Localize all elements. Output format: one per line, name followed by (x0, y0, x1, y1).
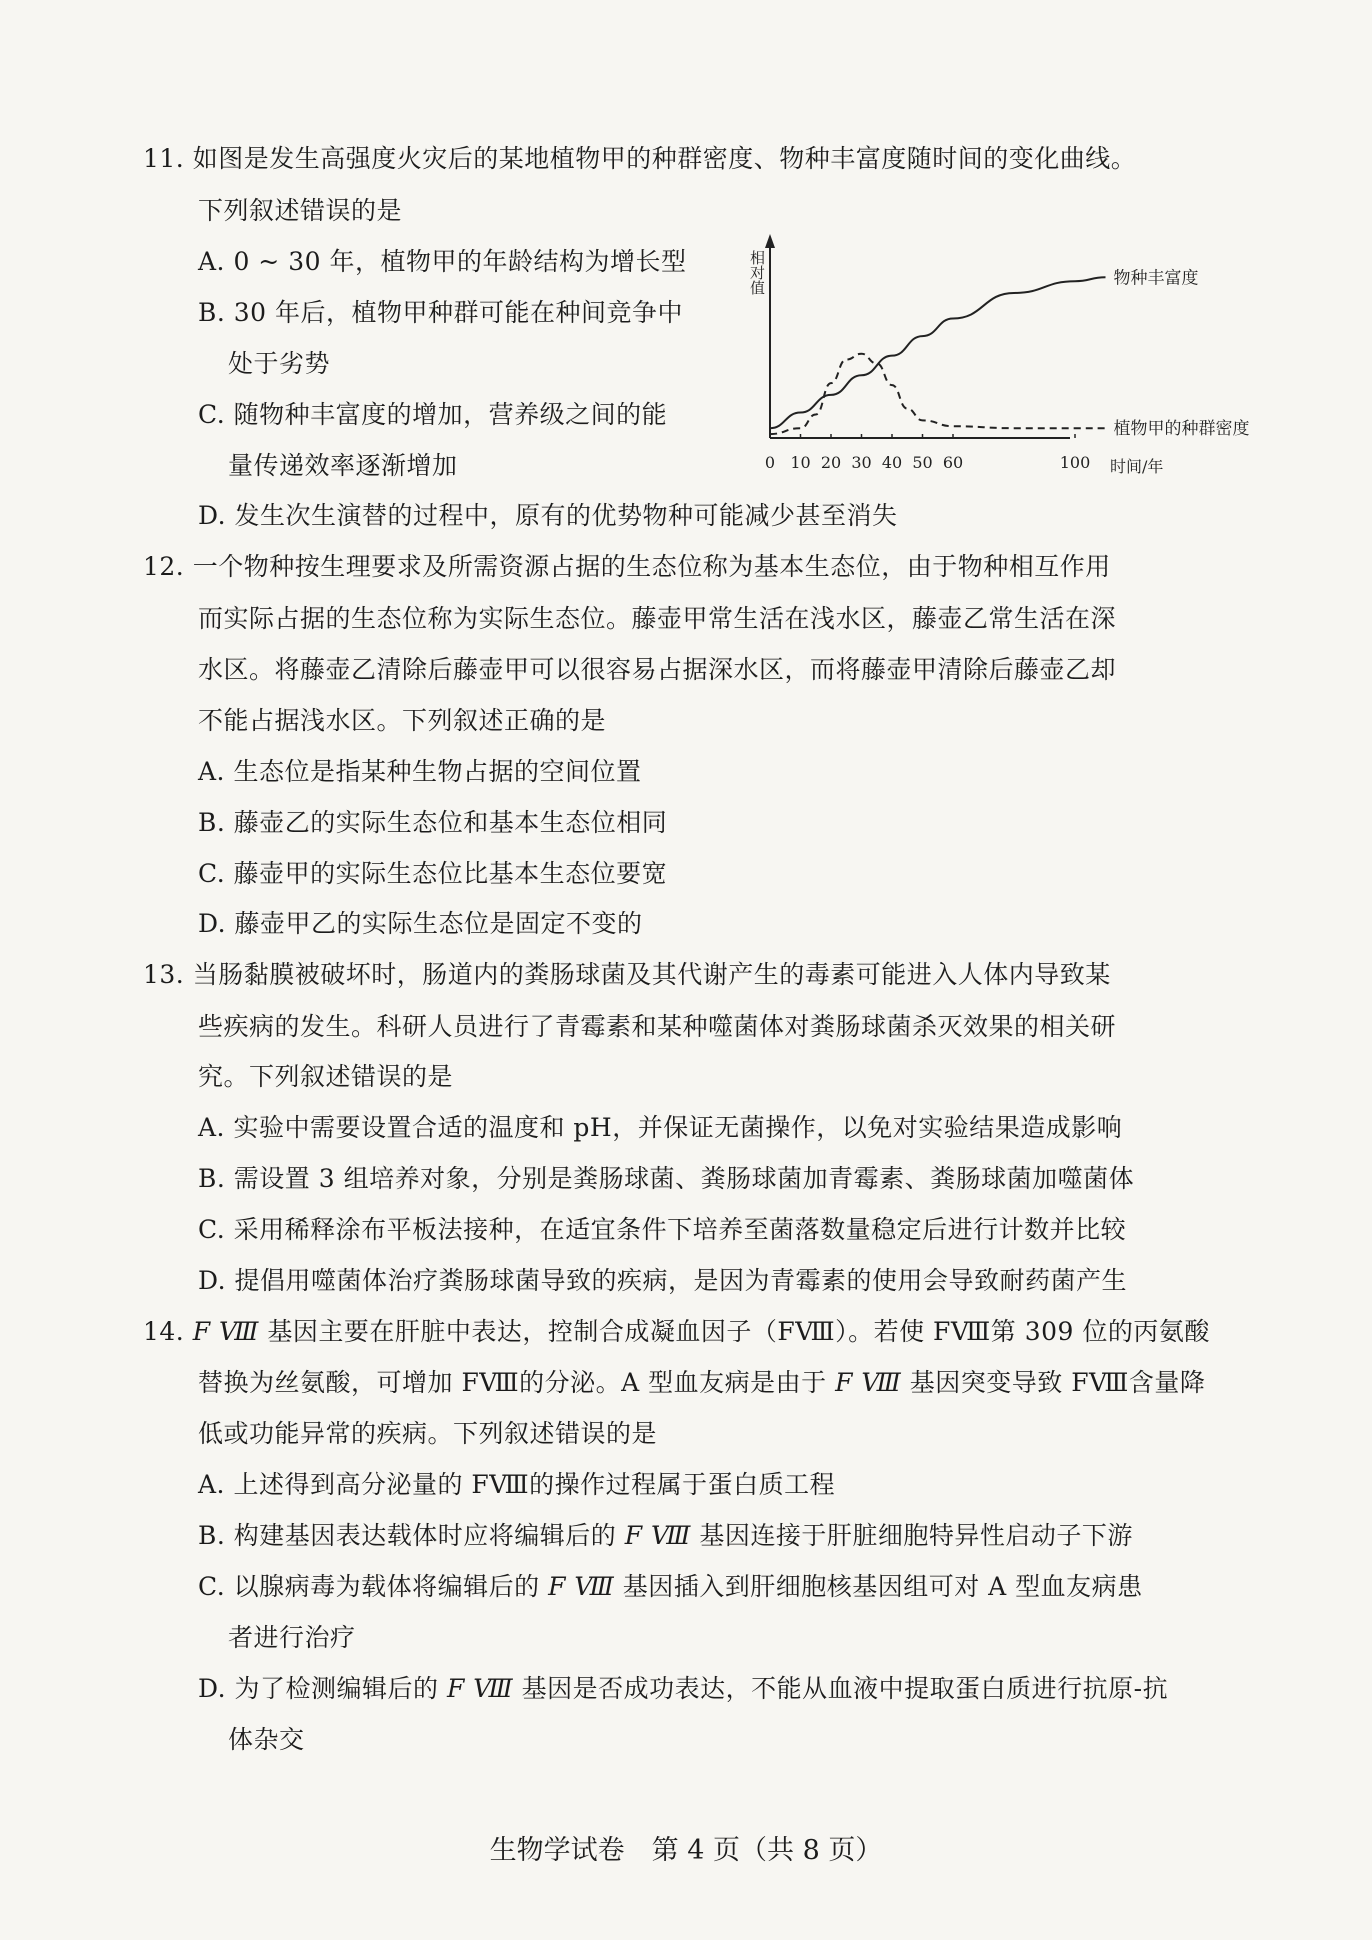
x-tick-label: 10 (790, 453, 811, 472)
q13-option-a: A. 实验中需要设置合适的温度和 pH，并保证无菌操作，以免对实验结果造成影响 (198, 1113, 1123, 1142)
page-footer: 生物学试卷 第 4 页（共 8 页） (489, 1835, 883, 1866)
q12-stem-line-2: 而实际占据的生态位称为实际生态位。藤壶甲常生活在浅水区，藤壶乙常生活在深 (198, 604, 1117, 633)
q14-option-c: C. 以腺病毒为载体将编辑后的 F Ⅷ 基因插入到肝细胞核基因组可对 A 型血友病患 (198, 1572, 1143, 1601)
q12-number: 12. (143, 552, 185, 581)
series-label: 物种丰富度 (1113, 268, 1199, 289)
q11-option-c: C. 随物种丰富度的增加，营养级之间的能 (198, 400, 668, 429)
q11-stem-line-2: 下列叙述错误的是 (198, 196, 403, 225)
gene-name: F Ⅷ (548, 1572, 615, 1601)
y-axis-label: 相对值 (748, 250, 766, 295)
x-tick-label: 20 (820, 453, 842, 472)
q12-stem-line-3: 水区。将藤壶乙清除后藤壶甲可以很容易占据深水区，而将藤壶甲清除后藤壶乙却 (198, 655, 1117, 684)
x-tick-labels (765, 434, 1090, 472)
q14-option-a: A. 上述得到高分泌量的 FⅧ的操作过程属于蛋白质工程 (198, 1470, 836, 1499)
q14-stem-line-1: 14. F Ⅷ 基因主要在肝脏中表达，控制合成凝血因子（FⅧ）。若使 FⅧ第 309 位的丙氨酸 (143, 1317, 1210, 1346)
series-group (770, 277, 1106, 434)
q11-option-b-cont: 处于劣势 (228, 349, 331, 378)
gene-name: F Ⅷ (624, 1521, 691, 1550)
q13-stem-line-2: 些疾病的发生。科研人员进行了青霉素和某种噬菌体对粪肠球菌杀灭效果的相关研 (198, 1012, 1117, 1041)
gene-name: F Ⅷ (447, 1674, 514, 1703)
q13-stem-line-1: 13. 当肠黏膜被破坏时，肠道内的粪肠球菌及其代谢产生的毒素可能进入人体内导致某 (143, 960, 1111, 989)
q11-option-c-cont: 量传递效率逐渐增加 (228, 451, 458, 480)
line-chart (745, 232, 1250, 484)
series-line-species-richness (770, 277, 1106, 428)
x-tick-label: 40 (881, 453, 903, 472)
q13-option-d: D. 提倡用噬菌体治疗粪肠球菌导致的疾病，是因为青霉素的使用会导致耐药菌产生 (198, 1266, 1128, 1295)
gene-name: F Ⅷ (192, 1317, 259, 1346)
q11-option-b: B. 30 年后，植物甲种群可能在种间竞争中 (198, 298, 684, 327)
q13-number: 13. (143, 960, 185, 989)
q12-option-c: C. 藤壶甲的实际生态位比基本生态位要宽 (198, 859, 668, 888)
series-labels (1114, 267, 1250, 439)
q11-stem-line-1: 11. 如图是发生高强度火灾后的某地植物甲的种群密度、物种丰富度随时间的变化曲线。 (143, 144, 1137, 173)
q12-stem-line-1: 12. 一个物种按生理要求及所需资源占据的生态位称为基本生态位，由于物种相互作用 (143, 552, 1111, 581)
q14-option-b: B. 构建基因表达载体时应将编辑后的 F Ⅷ 基因连接于肝脏细胞特异性启动子下游 (198, 1521, 1133, 1550)
x-axis-label: 时间/年 (1110, 457, 1164, 476)
q13-stem-line-3: 究。下列叙述错误的是 (198, 1062, 454, 1091)
q12-option-a: A. 生态位是指某种生物占据的空间位置 (198, 757, 642, 786)
q12-stem-line-4: 不能占据浅水区。下列叙述正确的是 (198, 706, 607, 735)
x-tick-label: 60 (942, 453, 964, 472)
q13-option-c: C. 采用稀释涂布平板法接种，在适宜条件下培养至菌落数量稳定后进行计数并比较 (198, 1215, 1127, 1244)
series-label: 植物甲的种群密度 (1113, 419, 1250, 440)
q14-stem-line-3: 低或功能异常的疾病。下列叙述错误的是 (198, 1419, 658, 1448)
q14-number: 14. (143, 1317, 185, 1346)
q11-option-d: D. 发生次生演替的过程中，原有的优势物种可能减少甚至消失 (198, 501, 898, 530)
q14-option-d-cont: 体杂交 (228, 1725, 305, 1754)
q14-option-d: D. 为了检测编辑后的 F Ⅷ 基因是否成功表达，不能从血液中提取蛋白质进行抗原-抗 (198, 1674, 1169, 1703)
x-tick-label: 30 (851, 453, 872, 472)
gene-name: F Ⅷ (835, 1368, 902, 1397)
series-line-population-density (770, 354, 1106, 434)
x-tick-label: 100 (1059, 453, 1091, 472)
x-tick-label: 50 (912, 453, 933, 472)
q12-option-b: B. 藤壶乙的实际生态位和基本生态位相同 (198, 808, 668, 837)
q12-option-d: D. 藤壶甲乙的实际生态位是固定不变的 (198, 909, 643, 938)
q11-option-a: A. 0 ~ 30 年，植物甲的年龄结构为增长型 (198, 247, 687, 276)
q14-stem-line-2: 替换为丝氨酸，可增加 FⅧ的分泌。A 型血友病是由于 F Ⅷ 基因突变导致 FⅧ含量降 (198, 1368, 1206, 1397)
q14-option-c-cont: 者进行治疗 (228, 1623, 356, 1652)
q11-number: 11. (143, 144, 185, 173)
y-axis-arrow-icon (765, 234, 775, 248)
x-tick-label: 0 (764, 453, 776, 472)
q13-option-b: B. 需设置 3 组培养对象，分别是粪肠球菌、粪肠球菌加青霉素、粪肠球菌加噬菌体 (198, 1164, 1135, 1193)
